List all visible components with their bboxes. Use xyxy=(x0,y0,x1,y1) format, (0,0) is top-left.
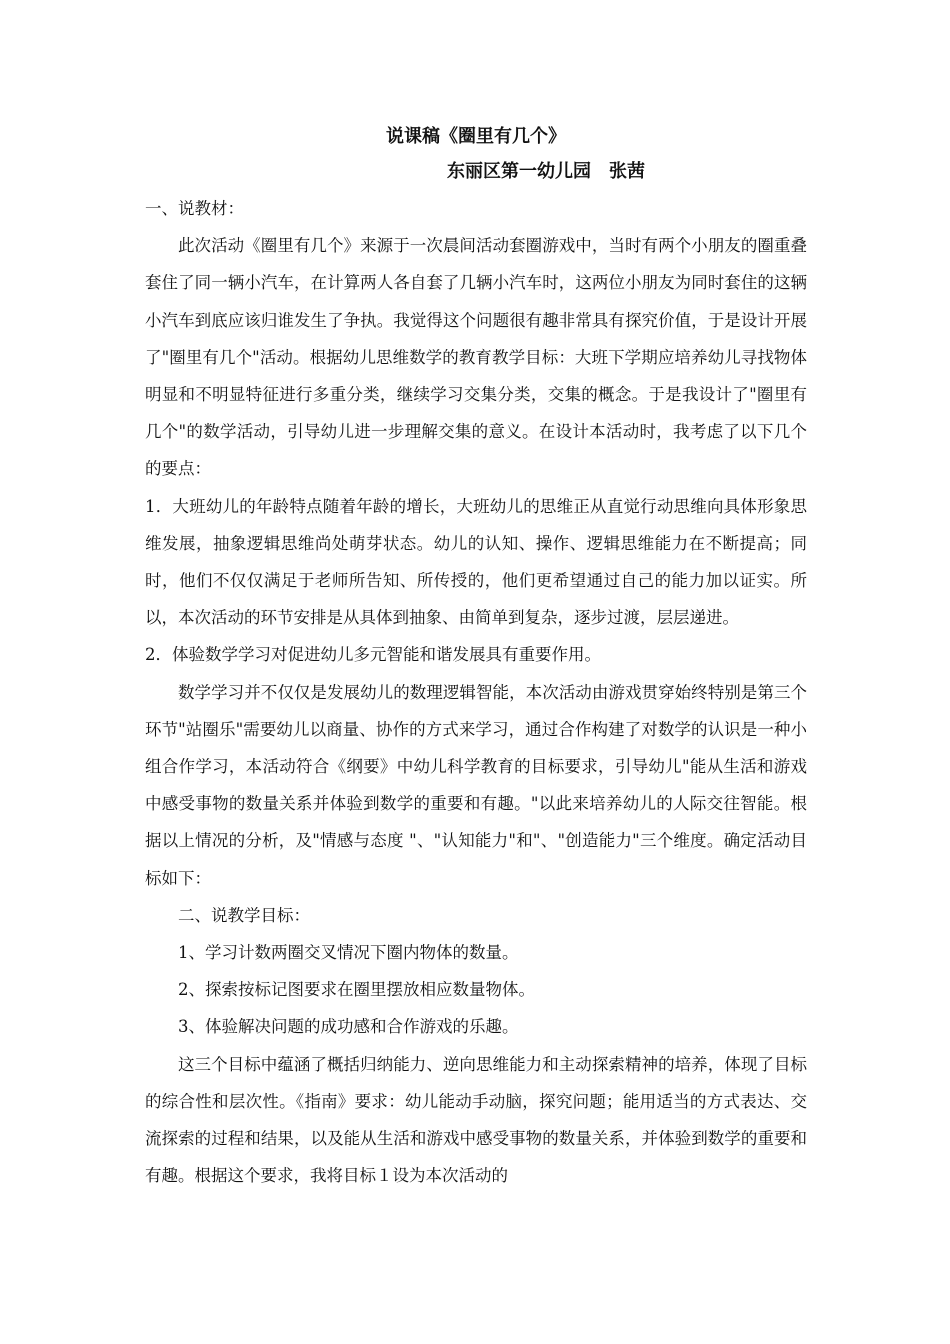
document-title: 说课稿《圈里有几个》 xyxy=(386,126,566,147)
goal-item-3: 3、体验解决问题的成功感和合作游戏的乐趣。 xyxy=(178,1017,519,1037)
paragraph-point-2: 2．体验数学学习对促进幼儿多元智能和谐发展具有重要作用。 xyxy=(145,645,601,665)
paragraph-math-learning: 数学学习并不仅仅是发展幼儿的数理逻辑智能，本次活动由游戏贯穿始终特别是第三个环节"站圈乐"需要幼儿以商量、协作的方式来学习，通过合作构建了对数学的认识是一种小组合作学习，本活动符合《纲要》中幼儿科学教育的目标要求，引导幼儿"能从生活和游戏中感受事物的数量关系并体验到数学的重要和有趣。"以此来培养幼儿的人际交往智能。根据以上情况的分析，及"情感与态度 "、"认知能力"和"、"创造能力"三个维度。确定活动目标如下： xyxy=(145,682,807,888)
goal-item-2: 2、探索按标记图要求在圈里摆放相应数量物体。 xyxy=(178,980,535,1000)
section-heading-goals: 二、说教学目标： xyxy=(178,905,310,925)
paragraph-activity-origin: 此次活动《圈里有几个》来源于一次晨间活动套圈游戏中，当时有两个小朋友的圈重叠套住了同一辆小汽车，在计算两人各自套了几辆小汽车时，这两位小朋友为同时套住的这辆小汽车到底应该归谁发生了争执。我觉得这个问题很有趣非常具有探究价值，于是设计开展了"圈里有几个"活动。根据幼儿思维数学的教育教学目标：大班下学期应培养幼儿寻找物体明显和不明显特征进行多重分类，继续学习交集分类，交集的概念。于是我设计了"圈里有几个"的数学活动，引导幼儿进一步理解交集的意义。在设计本活动时，我考虑了以下几个的要点： xyxy=(145,236,807,479)
document-page xyxy=(145,120,807,1194)
goal-item-1: 1、学习计数两圈交叉情况下圈内物体的数量。 xyxy=(178,943,519,963)
author-byline: 东丽区第一幼儿园 张茜 xyxy=(447,161,645,182)
paragraph-point-1: 1．大班幼儿的年龄特点随着年龄的增长，大班幼儿的思维正从直觉行动思维向具体形象思维发展，抽象逻辑思维尚处萌芽状态。幼儿的认知、操作、逻辑思维能力在不断提高；同时，他们不仅仅满足于老师所告知、所传授的，他们更希望通过自己的能力加以证实。所以，本次活动的环节安排是从具体到抽象、由简单到复杂，逐步过渡，层层递进。 xyxy=(145,496,807,628)
section-heading-textbook: 一、说教材： xyxy=(145,199,244,218)
paragraph-goals-analysis: 这三个目标中蕴涵了概括归纳能力、逆向思维能力和主动探索精神的培养，体现了目标的综合性和层次性。《指南》要求：幼儿能动手动脑，探究问题；能用适当的方式表达、交流探索的过程和结果，以及能从生活和游戏中感受事物的数量关系，并体验到数学的重要和有趣。根据这个要求，我将目标１设为本次活动的 xyxy=(145,1054,807,1186)
